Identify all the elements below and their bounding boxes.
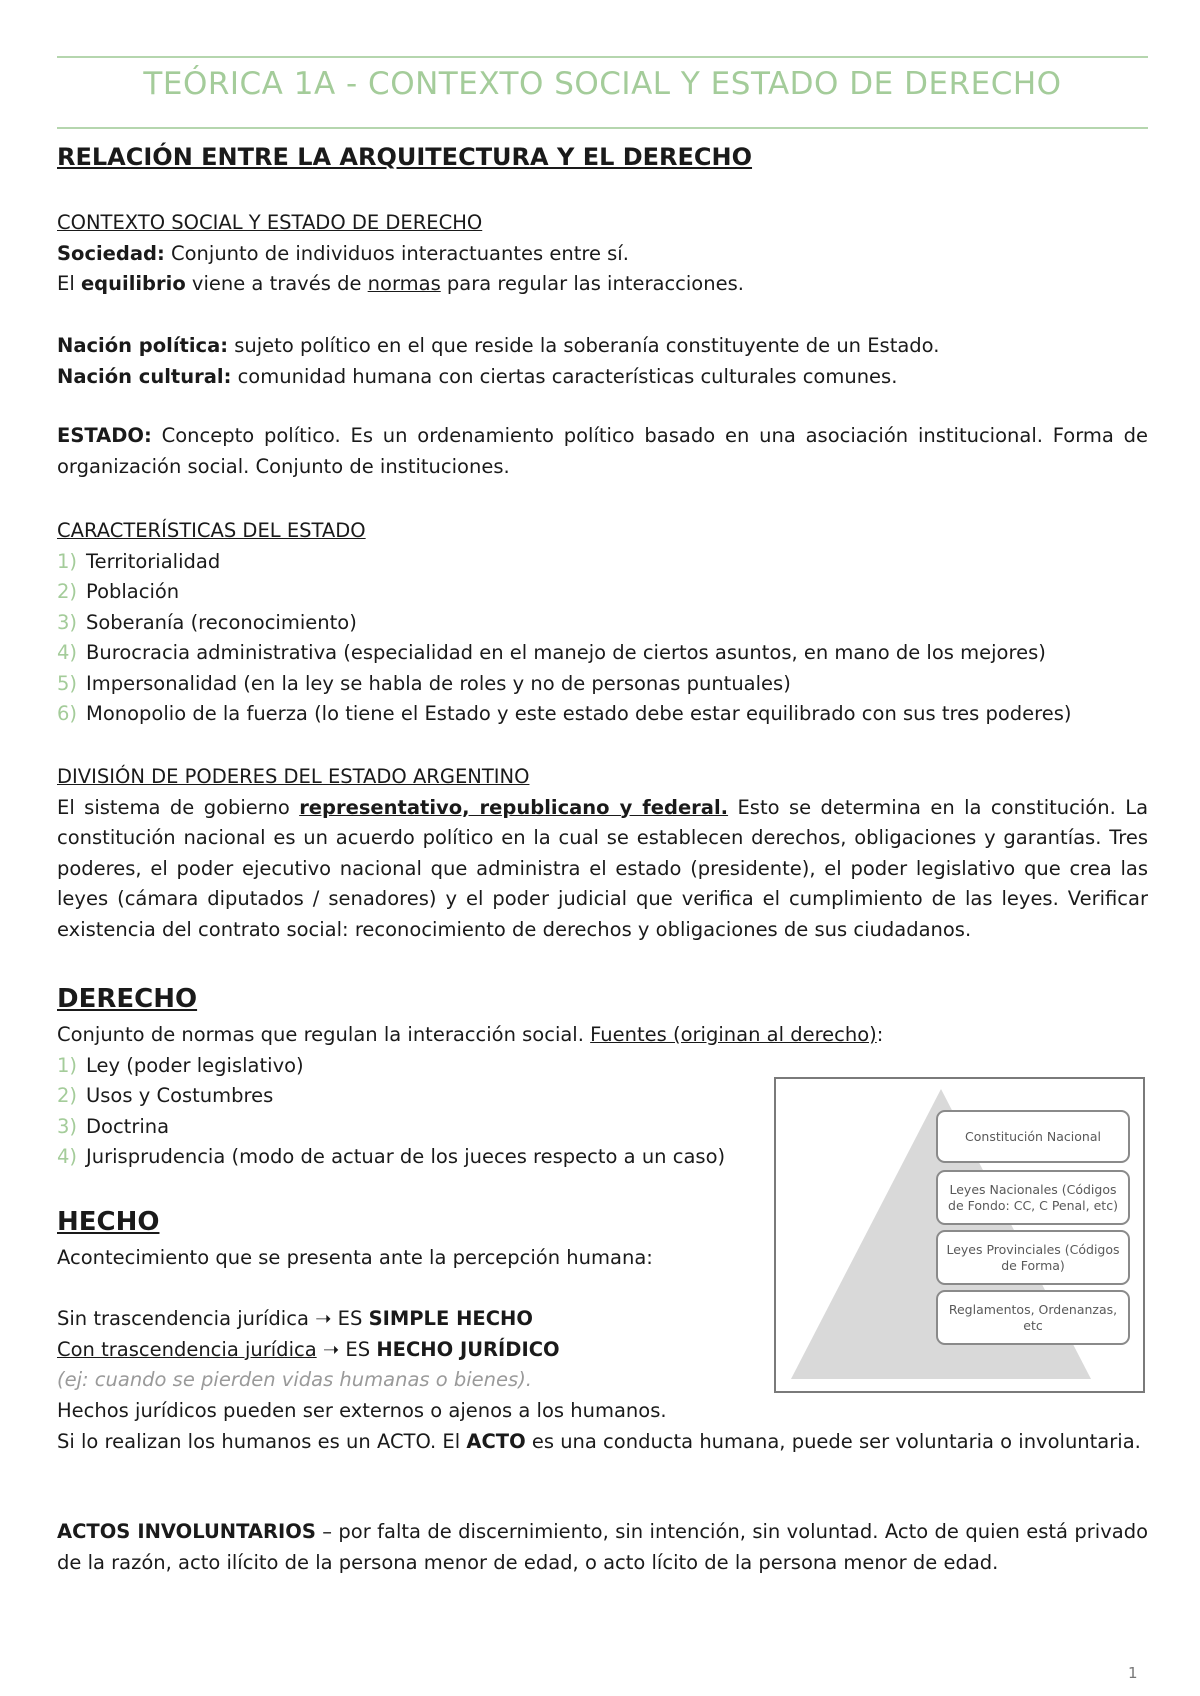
contexto-block bbox=[57, 208, 1148, 300]
pyramid-tier-constitucion: Constitución Nacional bbox=[936, 1110, 1130, 1163]
page-title: TEÓRICA 1A - CONTEXTO SOCIAL Y ESTADO DE DERECHO bbox=[143, 66, 1062, 102]
list-item: 6) Monopolio de la fuerza (lo tiene el Estado y este estado debe estar equilibrado con sus tres poderes) bbox=[57, 702, 1072, 725]
list-item: 4) Burocracia administrativa (especialidad en el manejo de ciertos asuntos, en mano de los mejores) bbox=[57, 641, 1046, 664]
arrow-icon: ➝ bbox=[315, 1307, 332, 1330]
estado-definition: ESTADO: Concepto político. Es un ordenamiento político basado en una asociación institucional. Forma de organización social. Conjunto de instituciones. bbox=[57, 424, 1148, 478]
division-block bbox=[57, 762, 1148, 945]
hecho-example: (ej: cuando se pierden vidas humanas o bienes). bbox=[57, 1368, 532, 1391]
equilibrio-line: El equilibrio viene a través de normas para regular las interacciones. bbox=[57, 272, 744, 295]
hecho-intro: Acontecimiento que se presenta ante la percepción humana: bbox=[57, 1246, 653, 1269]
arrow-icon: ➝ bbox=[316, 1337, 340, 1361]
list-item: 2) Usos y Costumbres bbox=[57, 1084, 274, 1107]
sociedad-term: Sociedad: bbox=[57, 241, 165, 265]
derecho-intro: Conjunto de normas que regulan la interacción social. Fuentes (originan al derecho): bbox=[57, 1023, 884, 1046]
list-item: 5) Impersonalidad (en la ley se habla de roles y no de personas puntuales) bbox=[57, 671, 791, 695]
hecho-juridico-line: Con trascendencia jurídica ➝ ES HECHO JURÍDICO bbox=[57, 1337, 560, 1361]
hechos-externos: Hechos jurídicos pueden ser externos o ajenos a los humanos. bbox=[57, 1398, 667, 1422]
pyramid-tier-leyes-provinciales: Leyes Provinciales (Códigos de Forma) bbox=[936, 1230, 1130, 1285]
list-item: 1) Ley (poder legislativo) bbox=[57, 1053, 304, 1077]
actos-involuntarios-paragraph: ACTOS INVOLUNTARIOS – por falta de discernimiento, sin intención, sin voluntad. Acto de quien está privado de la razón, acto ilícito de la persona menor de edad, o acto lícito de la persona menor de edad. bbox=[57, 1520, 1148, 1574]
acto-paragraph: Si lo realizan los humanos es un ACTO. El ACTO es una conducta humana, puede ser voluntaria o involuntaria. bbox=[57, 1430, 1141, 1453]
caracteristicas-list bbox=[57, 547, 1148, 730]
page-number: 1 bbox=[1128, 1664, 1138, 1682]
division-paragraph: El sistema de gobierno representativo, republicano y federal. Esto se determina en la constitución. La constitución nacional es un acuerdo político en la cual se establecen derechos, obligaciones y garantías. Tres poderes, el poder ejecutivo nacional que administra el estado (presidente), el poder legislativo que crea las leyes (cámara diputados / senadores) y el poder judicial que verifica el cumplimiento de las leyes. Verificar existencia del contrato social: reconocimiento de derechos y obligaciones de sus ciudadanos. bbox=[57, 795, 1149, 941]
title-rule-bottom bbox=[57, 127, 1148, 129]
list-item: 4) Jurisprudencia (modo de actuar de los jueces respecto a un caso) bbox=[57, 1145, 726, 1168]
section-heading-arquitectura: RELACIÓN ENTRE LA ARQUITECTURA Y EL DERECHO bbox=[57, 143, 753, 171]
simple-hecho-line: Sin trascendencia jurídica ➝ ES SIMPLE HECHO bbox=[57, 1307, 533, 1330]
list-item: 1) Territorialidad bbox=[57, 549, 221, 573]
subheading-division: DIVISIÓN DE PODERES DEL ESTADO ARGENTINO bbox=[57, 765, 530, 788]
nacion-block bbox=[57, 331, 1148, 392]
derecho-heading: DERECHO bbox=[57, 984, 198, 1014]
nacion-cultural-definition: Nación cultural: comunidad humana con ciertas características culturales comunes. bbox=[57, 364, 898, 388]
list-item: 3) Soberanía (reconocimiento) bbox=[57, 610, 357, 634]
title-rule-top bbox=[57, 56, 1148, 58]
pyramid-tier-reglamentos: Reglamentos, Ordenanzas, etc bbox=[936, 1290, 1130, 1345]
hecho-heading: HECHO bbox=[57, 1207, 160, 1237]
list-item: 2) Población bbox=[57, 580, 180, 603]
subheading-contexto: CONTEXTO SOCIAL Y ESTADO DE DERECHO bbox=[57, 211, 483, 234]
caracteristicas-block bbox=[57, 516, 1148, 730]
sociedad-definition: Sociedad: Conjunto de individuos interactuantes entre sí. bbox=[57, 241, 629, 265]
kelsen-pyramid-figure bbox=[774, 1077, 1145, 1393]
subheading-caracteristicas: CARACTERÍSTICAS DEL ESTADO bbox=[57, 519, 366, 542]
nacion-politica-definition: Nación política: sujeto político en el que reside la soberanía constituyente de un Estado. bbox=[57, 334, 940, 357]
pyramid-tier-leyes-nacionales: Leyes Nacionales (Códigos de Fondo: CC, C Penal, etc) bbox=[936, 1170, 1130, 1225]
list-item: 3) Doctrina bbox=[57, 1114, 170, 1138]
